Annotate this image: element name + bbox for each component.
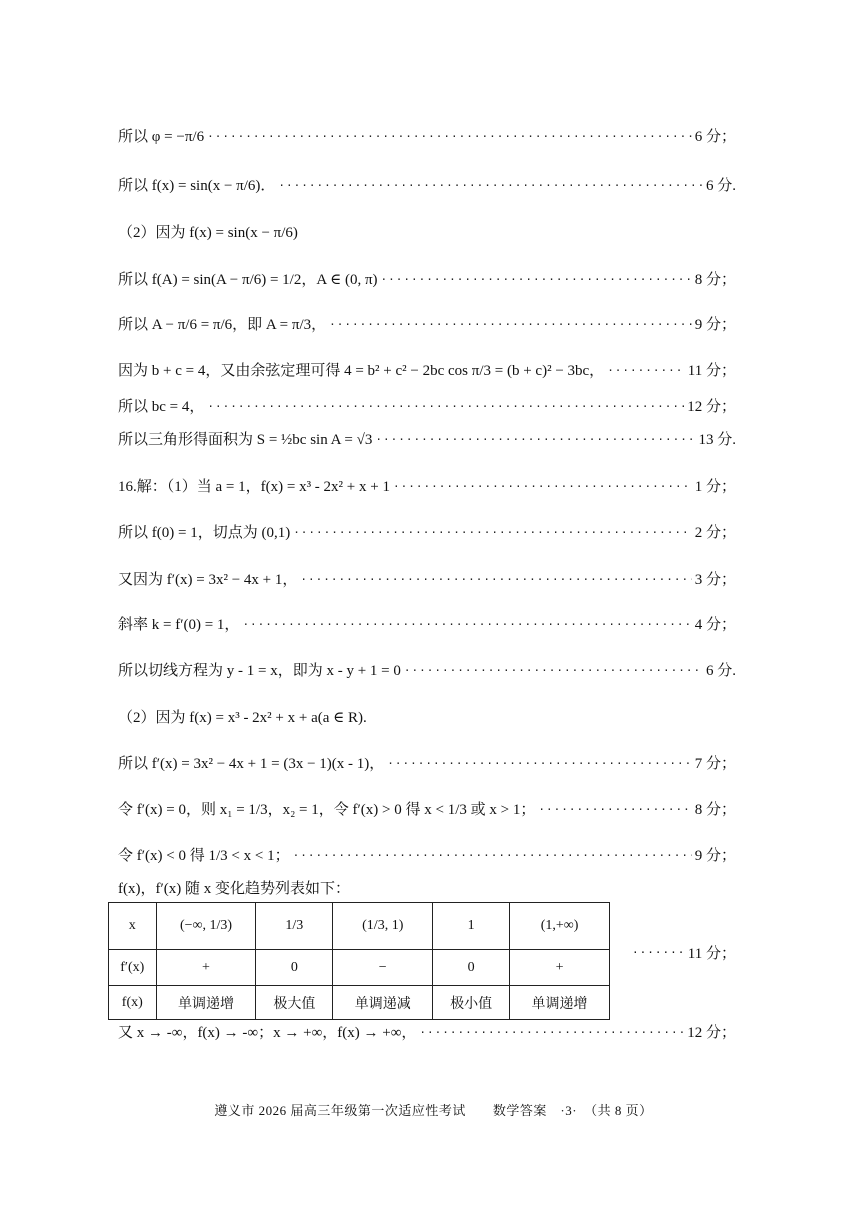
table-row [109, 903, 610, 950]
leader-dots [329, 318, 692, 331]
score-label: 11 分； [687, 363, 736, 379]
answer-line [118, 128, 736, 146]
table-cell: 1 [433, 903, 510, 950]
score-label: 12 分； [687, 399, 736, 415]
leader-dots [293, 526, 692, 539]
score-label: 2 分； [694, 525, 736, 541]
answer-line [118, 316, 736, 334]
table-score [632, 942, 736, 963]
math-expression: 因为 b + c = 4，又由余弦定理可得 4 = b² + c² − 2bc cos π/3 = (b + c)² − 3bc， [118, 363, 605, 379]
math-expression: 令 f′(x) = 0，则 x₁ = 1/3，x₂ = 1，令 f′(x) > 0 得 x < 1/3 或 x > 1； [118, 802, 536, 818]
table-cell: (1,+∞) [510, 903, 610, 950]
table-cell: 单调递增 [510, 986, 610, 1020]
table-cell: + [156, 950, 256, 986]
answer-line [118, 362, 736, 380]
leader-dots [293, 849, 692, 862]
answer-line [118, 1024, 736, 1042]
table-cell: x [109, 903, 157, 950]
table-row [109, 950, 610, 986]
table-cell: 0 [433, 950, 510, 986]
score-label: 8 分； [694, 272, 736, 288]
score-label: 4 分； [694, 617, 736, 633]
score-label: 9 分； [694, 317, 736, 333]
table-cell: 0 [256, 950, 333, 986]
score-label: 13 分. [698, 432, 736, 448]
answer-line [118, 524, 736, 542]
math-expression: 所以 φ = −π/6 [118, 129, 205, 145]
table-cell: 单调递减 [333, 986, 433, 1020]
leader-dots [381, 273, 692, 286]
score-label: 8 分； [694, 802, 736, 818]
score-label: 12 分； [687, 1025, 736, 1041]
leader-dots [387, 757, 691, 770]
score-label: 7 分； [694, 756, 736, 772]
math-expression: 所以 f(0) = 1，切点为 (0,1) [118, 525, 291, 541]
answer-line [118, 880, 350, 898]
answer-line [118, 431, 736, 449]
leader-dots [375, 433, 695, 446]
answer-line [118, 571, 736, 589]
table-cell: f′(x) [109, 950, 157, 986]
leader-dots [404, 664, 703, 677]
answer-line [118, 398, 736, 416]
score-label: 6 分； [694, 129, 736, 145]
answer-line [118, 224, 298, 242]
score-label: 9 分； [694, 848, 736, 864]
leader-dots [393, 480, 692, 493]
answer-line [118, 177, 736, 195]
page-footer: 遵义市 2026 届高三年级第一次适应性考试 数学答案 ·3· （共 8 页） [214, 1103, 653, 1118]
math-expression: 所以三角形得面积为 S = ½bc sin A = √3 [118, 432, 373, 448]
table-cell: 极小值 [433, 986, 510, 1020]
leader-dots [242, 618, 691, 631]
table-cell: 极大值 [256, 986, 333, 1020]
math-expression: 所以 f(x) = sin(x − π/6)． [118, 178, 276, 194]
leader-dots [607, 364, 685, 377]
math-expression: 斜率 k = f′(0) = 1， [118, 617, 240, 633]
math-expression: （2）因为 f(x) = x³ - 2x² + x + a(a ∈ R). [118, 710, 367, 726]
score-label: 3 分； [694, 572, 736, 588]
leader-dots [207, 130, 692, 143]
leader-dots [419, 1026, 684, 1039]
table-row [109, 986, 610, 1020]
math-expression: 所以 A − π/6 = π/6，即 A = π/3， [118, 317, 327, 333]
table-cell: (1/3, 1) [333, 903, 433, 950]
leader-dots [278, 179, 703, 192]
math-expression: 所以 bc = 4， [118, 399, 205, 415]
answer-line [118, 847, 736, 865]
table-cell: 1/3 [256, 903, 333, 950]
answer-line [118, 709, 367, 727]
leader-dots [300, 573, 691, 586]
table-cell: − [333, 950, 433, 986]
score-label: 6 分. [705, 663, 736, 679]
math-expression: 又 x → -∞，f(x) → -∞；x → +∞，f(x) → +∞， [118, 1025, 417, 1041]
math-expression: 所以切线方程为 y - 1 = x，即为 x - y + 1 = 0 [118, 663, 401, 679]
math-expression: 所以 f(A) = sin(A − π/6) = 1/2，A ∈ (0, π) [118, 272, 378, 288]
answer-line [118, 755, 736, 773]
math-expression: （2）因为 f(x) = sin(x − π/6) [118, 225, 298, 241]
variation-table [108, 902, 610, 1020]
answer-line [118, 662, 736, 680]
score-label: 1 分； [694, 479, 736, 495]
table-cell: + [510, 950, 610, 986]
leader-dots [207, 400, 684, 413]
table-cell: (−∞, 1/3) [156, 903, 256, 950]
table-cell: f(x) [109, 986, 157, 1020]
answer-line [118, 271, 736, 289]
answer-line [118, 616, 736, 634]
math-expression: 所以 f′(x) = 3x² − 4x + 1 = (3x − 1)(x - 1)， [118, 756, 385, 772]
score-label: 6 分. [705, 178, 736, 194]
math-expression: 令 f′(x) < 0 得 1/3 < x < 1； [118, 848, 290, 864]
answer-line [118, 801, 736, 819]
math-expression: 又因为 f′(x) = 3x² − 4x + 1， [118, 572, 298, 588]
leader-dots [632, 946, 685, 959]
leader-dots [538, 803, 691, 816]
math-expression: f(x)，f′(x) 随 x 变化趋势列表如下： [118, 881, 351, 897]
table-cell: 单调递增 [156, 986, 256, 1020]
answer-line [118, 478, 736, 496]
math-expression: 16.解：（1）当 a = 1，f(x) = x³ - 2x² + x + 1 [118, 479, 390, 495]
score-label: 11 分； [687, 946, 736, 962]
